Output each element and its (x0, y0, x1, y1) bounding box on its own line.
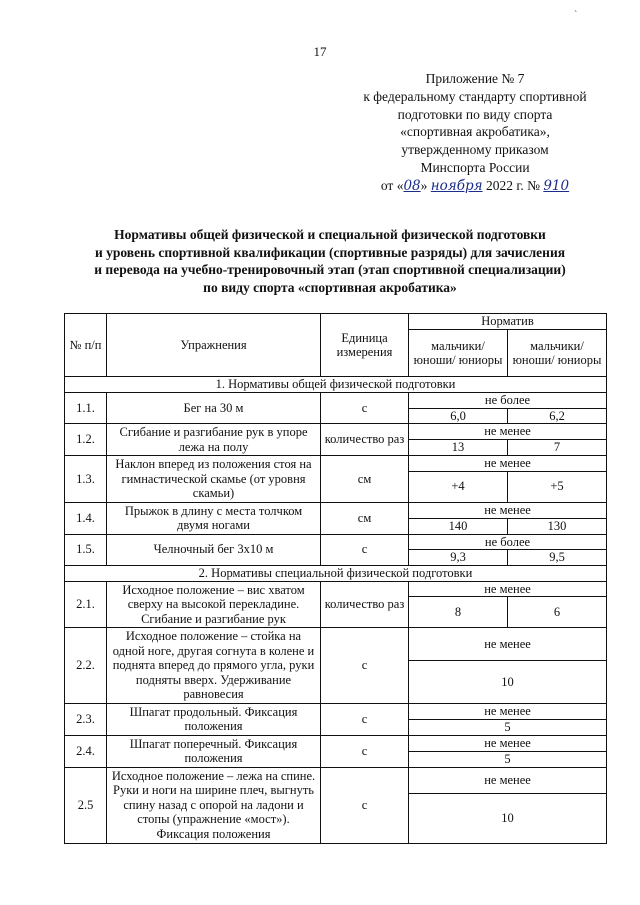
title-line: по виду спорта «спортивная акробатика» (203, 279, 457, 295)
header-girls: мальчики/ юноши/ юниоры (508, 330, 607, 377)
header-unit: Единица измерения (321, 314, 409, 377)
table-row (65, 581, 607, 597)
row-value-boys: 9,3 (409, 550, 508, 566)
row-num: 2.1. (65, 581, 107, 628)
appendix-line: к федеральному стандарту спортивной (363, 88, 587, 104)
row-condition: не более (409, 393, 607, 409)
appendix-block (330, 70, 620, 196)
row-num: 2.2. (65, 628, 107, 704)
row-num: 2.4. (65, 735, 107, 767)
row-num: 1.5. (65, 534, 107, 565)
title-line: и перевода на учебно-тренировочный этап (этап спортивной специализации) (94, 262, 566, 277)
row-unit: см (321, 502, 409, 534)
row-condition: не менее (409, 424, 607, 440)
row-value: 10 (409, 661, 607, 703)
row-exercise: Шпагат продольный. Фиксация положения (107, 703, 321, 735)
row-condition: не более (409, 534, 607, 550)
appendix-line: «спортивная акробатика», (400, 124, 550, 140)
row-exercise: Исходное положение – вис хватом сверху на высокой перекладине. Сгибание и разгибание рук (107, 581, 321, 628)
row-value-boys: 140 (409, 518, 508, 534)
row-num: 2.3. (65, 703, 107, 735)
table-row (65, 703, 607, 719)
appendix-date-line (330, 177, 620, 196)
row-num: 1.4. (65, 502, 107, 534)
table-row (65, 628, 607, 661)
row-exercise: Шпагат поперечный. Фиксация положения (107, 735, 321, 767)
row-condition: не менее (409, 628, 607, 661)
appendix-line: Приложение № 7 (425, 71, 525, 86)
row-condition: не менее (409, 502, 607, 518)
row-value-boys: 6,0 (409, 408, 508, 424)
appendix-line: Минспорта России (420, 159, 530, 175)
row-exercise: Исходное положение – лежа на спине. Руки и ноги на ширине плеч, выгнуть спину назад с опорой на ладони и стопы (упражнение «мост»). Фиксация положения (107, 767, 321, 843)
row-value-girls: +5 (508, 471, 607, 502)
row-value-girls: 9,5 (508, 550, 607, 566)
date-prefix: от « (380, 177, 404, 193)
row-condition: не менее (409, 735, 607, 751)
table-row (65, 735, 607, 751)
section-title: 1. Нормативы общей физической подготовки (65, 377, 607, 393)
page-number: 17 (313, 44, 327, 59)
title-line: Нормативы общей физической и специальной физической подготовки (114, 227, 546, 242)
row-condition: не менее (409, 703, 607, 719)
header-boys: мальчики/ юноши/ юниоры (409, 330, 508, 377)
row-value: 5 (409, 719, 607, 735)
row-unit: с (321, 628, 409, 704)
row-value-boys: 8 (409, 597, 508, 628)
date-mid: » (420, 177, 428, 193)
row-unit: с (321, 735, 409, 767)
row-condition: не менее (409, 581, 607, 597)
row-unit: количество раз (321, 424, 409, 456)
row-value-girls: 7 (508, 440, 607, 456)
row-num: 2.5 (65, 767, 107, 843)
date-month-handwritten: ноября (430, 177, 483, 194)
row-value: 10 (409, 793, 607, 843)
row-condition: не менее (409, 456, 607, 472)
row-num: 1.1. (65, 393, 107, 424)
section-title: 2. Нормативы специальной физической подготовки (65, 565, 607, 581)
table-row (65, 424, 607, 440)
table-row (65, 456, 607, 472)
row-unit: количество раз (321, 581, 409, 628)
row-exercise: Сгибание и разгибание рук в упоре лежа на полу (107, 424, 321, 456)
row-unit: с (321, 393, 409, 424)
title-line: и уровень спортивной квалификации (спортивные разряды) для зачисления (94, 244, 566, 260)
row-unit: см (321, 456, 409, 503)
table-row (65, 502, 607, 518)
header-norm: Норматив (409, 314, 607, 330)
row-num: 1.3. (65, 456, 107, 503)
row-unit: с (321, 767, 409, 843)
row-value-boys: 13 (409, 440, 508, 456)
row-exercise: Челночный бег 3х10 м (107, 534, 321, 565)
row-condition: не менее (409, 767, 607, 793)
row-exercise: Бег на 30 м (107, 393, 321, 424)
document-title (70, 226, 590, 296)
row-value-girls: 6 (508, 597, 607, 628)
table-row (65, 534, 607, 550)
norms-table (64, 313, 607, 844)
row-unit: с (321, 703, 409, 735)
header-exercise: Упражнения (107, 314, 321, 377)
header-num: № п/п (65, 314, 107, 377)
date-day-handwritten: 08 (403, 177, 421, 194)
row-exercise: Наклон вперед из положения стоя на гимнастической скамье (от уровня скамьи) (107, 456, 321, 503)
row-value-boys: +4 (409, 471, 508, 502)
table-row (65, 393, 607, 409)
row-num: 1.2. (65, 424, 107, 456)
row-exercise: Прыжок в длину с места толчком двумя ногами (107, 502, 321, 534)
order-number-handwritten: 910 (543, 177, 570, 194)
row-value-girls: 130 (508, 518, 607, 534)
row-unit: с (321, 534, 409, 565)
row-value: 5 (409, 751, 607, 767)
appendix-line: подготовки по виду спорта (397, 106, 553, 122)
row-exercise: Исходное положение – стойка на одной ноге, другая согнута в колене и поднята вперед до прямого угла, руки подняты вверх. Удерживание равновесия (107, 628, 321, 704)
corner-mark: ` (574, 10, 578, 21)
date-year: 2022 г. № (485, 177, 540, 193)
row-value-girls: 6,2 (508, 408, 607, 424)
appendix-line: утвержденному приказом (401, 142, 549, 158)
table-row (65, 767, 607, 793)
